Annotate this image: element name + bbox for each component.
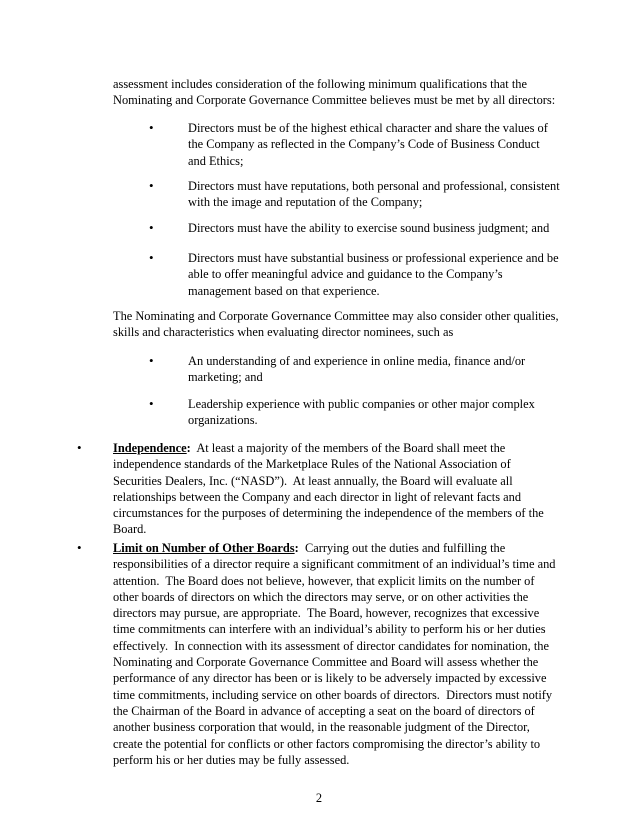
limit-boards-section [113,540,556,768]
qualification-line: with the image and reputation of the Company; [188,195,423,210]
qualification-line: Directors must have the ability to exercise sound business judgment; and [188,221,550,235]
paragraph-line: The Nominating and Corporate Governance Committee may also consider other qualities, [113,309,559,323]
intro-line: Nominating and Corporate Governance Committee believes must be met by all directors: [113,93,556,108]
limit-boards-heading: Limit on Number of Other Boards [113,541,295,555]
paragraph-line: skills and characteristics when evaluating director nominees, such as [113,325,454,340]
bullet-icon: • [149,178,154,193]
bullet-icon: • [149,250,154,265]
bullet-icon: • [149,120,154,135]
independence-heading: Independence [113,441,187,455]
bullet-icon: • [77,440,82,455]
other-quality-item [188,396,535,429]
limit-boards-line: the Chairman of the Board in advance of accepting a seat on the board of directors of [113,703,535,718]
qualification-line: the Company as reflected in the Company’s Code of Business Conduct [188,137,540,152]
qualification-item [188,178,560,211]
limit-boards-line: create the potential for conflicts or other factors compromising the director’s ability to [113,736,541,751]
heading-colon: : [186,441,191,455]
limit-boards-line: other boards of directors on which the directors may serve, or on other activities the [113,589,529,604]
other-quality-line: An understanding of and experience in online media, finance and/or [188,354,526,368]
limit-boards-line: time commitments can interfere with an individual’s ability to perform his or her duties [113,622,546,637]
intro-line: assessment includes consideration of the following minimum qualifications that the [113,77,527,91]
bullet-icon: • [149,396,154,411]
qualification-line: Directors must have substantial business or professional experience and be [188,251,559,265]
qualification-line: able to offer meaningful advice and guidance to the Company’s [188,267,503,282]
limit-boards-line: perform his or her duties may be fully assessed. [113,752,350,767]
independence-line: circumstances for the purposes of determining the independence of the members of the [113,506,544,521]
bullet-icon: • [77,540,82,555]
limit-boards-line: attention. The Board does not believe, however, that explicit limits on the number of [113,573,535,588]
other-quality-line: marketing; and [188,370,263,385]
qualification-line: and Ethics; [188,153,244,168]
intro-paragraph [113,76,555,109]
independence-line: relationships between the Company and each director in light of relevant facts and [113,489,522,504]
limit-boards-line: performance of any director has been or is likely to be adversely impacted by excessive [113,671,547,686]
other-quality-line: Leadership experience with public companies or other major complex [188,397,535,411]
qualification-line: Directors must be of the highest ethical character and share the values of [188,121,548,135]
other-quality-line: organizations. [188,413,258,428]
limit-boards-line: responsibilities of a director require a significant commitment of an individual’s time and [113,557,556,572]
independence-line: independence standards of the Marketplace Rules of the National Association of [113,457,511,472]
qualification-item [188,120,548,169]
limit-boards-first-line [113,540,556,556]
limit-boards-line: another business corporation that would, in the reasonable judgment of the Director, [113,720,530,735]
independence-line: Securities Dealers, Inc. (“NASD”). At least annually, the Board will evaluate all [113,473,513,488]
qualification-line: Directors must have reputations, both personal and professional, consistent [188,179,560,193]
bullet-icon: • [149,353,154,368]
independence-line: Board. [113,522,147,537]
limit-boards-first-line-text: Carrying out the duties and fulfilling the [298,541,506,555]
independence-first-line [113,440,544,456]
page-number: 2 [315,791,323,805]
qualification-line: management based on that experience. [188,283,380,298]
limit-boards-line: effectively. In connection with its assessment of director candidates for nomination, the [113,638,549,653]
limit-boards-line: Nominating and Corporate Governance Committee and Board will assess whether the [113,655,539,670]
qualification-item [188,250,559,299]
bullet-icon: • [149,220,154,235]
independence-first-line-text: At least a majority of the members of the Board shall meet the [190,441,506,455]
independence-section [113,440,544,538]
limit-boards-line: time commitments, including service on other boards of directors. Directors must notify [113,687,553,702]
heading-colon: : [294,541,299,555]
other-qualities-paragraph [113,308,559,341]
qualification-item [188,220,549,236]
other-quality-item [188,353,525,386]
limit-boards-line: directors may pursue, are appropriate. The Board, however, recognizes that excessive [113,606,540,621]
